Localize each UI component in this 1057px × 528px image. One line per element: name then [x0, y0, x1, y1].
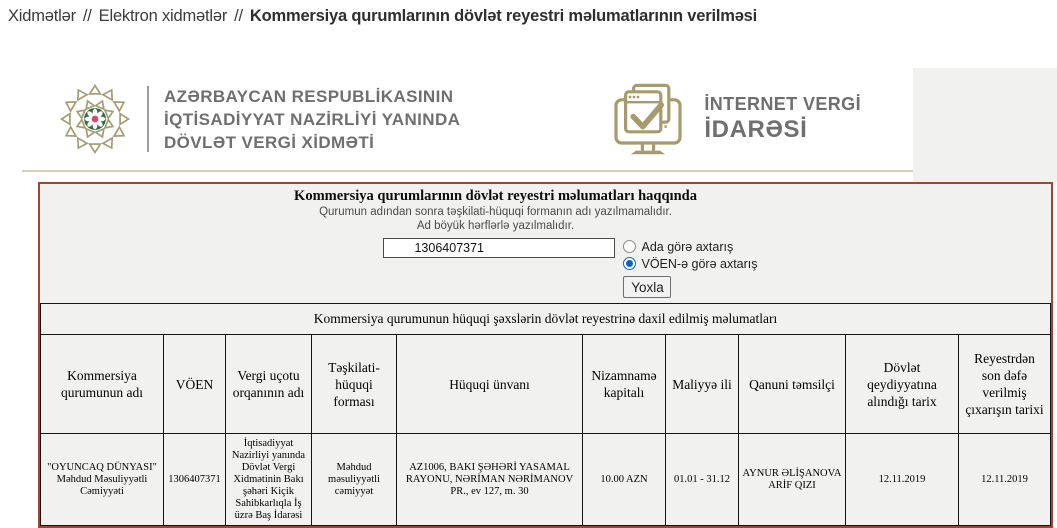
ministry-name	[164, 85, 460, 154]
search-mode-options	[623, 238, 757, 298]
header-background-filler	[913, 68, 1057, 182]
portal-logo	[608, 74, 861, 164]
ministry-name-line3: DÖVLƏT VERGİ XİDMƏTİ	[164, 132, 375, 152]
header	[22, 68, 1057, 182]
col-legal-representative: Qanuni təmsilçi	[739, 335, 846, 434]
cell-fiscal-year: 01.01 - 31.12	[666, 434, 739, 526]
col-voen: VÖEN	[164, 335, 226, 434]
breadcrumb-item-services[interactable]: Xidmətlər	[8, 7, 76, 25]
search-controls	[65, 238, 1057, 298]
cell-last-extract-date: 12.11.2019	[959, 434, 1051, 526]
portal-name-line2: İDARƏSİ	[704, 116, 808, 143]
search-form	[40, 184, 1051, 303]
header-logo-box	[22, 68, 913, 172]
ministry-name-line1: AZƏRBAYCAN RESPUBLİKASININ	[164, 86, 454, 106]
form-note-2: Ad böyük hərflərlə yazılmalıdır.	[416, 220, 575, 232]
radio-search-by-voen[interactable]	[623, 255, 757, 272]
form-title: Kommersiya qurumlarının dövlət reyestri məlumatları haqqında	[294, 188, 697, 204]
form-note-1: Qurumun adından sonra təşkilati-hüquqi formanın adı yazılmamalıdır.	[319, 206, 672, 218]
radio-circle-voen[interactable]	[623, 257, 636, 270]
registry-table	[40, 303, 1051, 526]
cell-legal-representative: AYNUR ƏLİŞANOVA ARİF QIZI	[739, 434, 846, 526]
check-button[interactable]: Yoxla	[623, 276, 671, 298]
breadcrumb	[0, 0, 1057, 68]
col-registration-date: Dövlət qeydiyyatına alındığı tarix	[846, 335, 959, 434]
cell-legal-address: AZ1006, BAKI ŞƏHƏRİ YASAMAL RAYONU, NƏRİMAN NƏRİMANOV PR., ev 127, m. 30	[397, 434, 583, 526]
breadcrumb-separator: //	[234, 7, 243, 25]
col-charter-capital: Nizamnamə kapitalı	[583, 335, 666, 434]
portal-name-line1: İNTERNET VERGİ	[704, 94, 861, 114]
radio-search-by-name[interactable]	[623, 238, 757, 255]
registry-search-panel	[38, 182, 1053, 528]
cell-voen: 1306407371	[164, 434, 226, 526]
col-legal-address: Hüquqi ünvanı	[397, 335, 583, 434]
breadcrumb-item-eservices[interactable]: Elektron xidmətlər	[98, 7, 228, 25]
cell-company-name: "OYUNCAQ DÜNYASI" Məhdud Məsuliyyətli Cəmiyyəti	[41, 434, 164, 526]
search-form-texts	[0, 188, 1001, 233]
radio-circle-name[interactable]	[623, 240, 636, 253]
radio-label-voen: VÖEN-ə görə axtarış	[641, 256, 758, 271]
cell-charter-capital: 10.00 AZN	[583, 434, 666, 526]
col-legal-form: Təşkilati-hüquqi forması	[312, 335, 397, 434]
ministry-name-line2: İQTİSADİYYAT NAZİRLİYİ YANINDA	[164, 109, 461, 129]
cell-registration-date: 12.11.2019	[846, 434, 959, 526]
breadcrumb-separator: //	[82, 7, 92, 25]
search-input[interactable]	[383, 238, 615, 258]
portal-name	[704, 94, 861, 144]
col-company-name: Kommersiya qurumunun adı	[41, 335, 164, 434]
logo-divider	[147, 86, 149, 152]
table-row	[41, 434, 1051, 526]
table-header-row	[41, 335, 1051, 434]
breadcrumb-item-current-page: Kommersiya qurumlarının dövlət reyestri məlumatlarının verilməsi	[249, 7, 758, 25]
cell-legal-form: Məhdud məsuliyyətli cəmiyyət	[312, 434, 397, 526]
radio-label-name: Ada görə axtarış	[641, 239, 734, 254]
col-tax-authority: Vergi uçotu orqanının adı	[226, 335, 312, 434]
col-fiscal-year: Maliyyə ili	[666, 335, 739, 434]
state-tax-service-emblem-icon	[57, 81, 133, 157]
col-last-extract-date: Reyestrdən son dəfə verilmiş çıxarışın tarixi	[959, 335, 1051, 434]
cell-tax-authority: İqtisadiyyat Nazirliyi yanında Dövlət Vergi Xidmətinin Bakı şəhəri Kiçik Sahibkarlıqla İş üzrə Baş İdarəsi	[226, 434, 312, 526]
internet-tax-office-monitor-icon	[608, 74, 688, 164]
registry-table-title: Kommersiya qurumunun hüquqi şəxslərin dövlət reyestrinə daxil edilmiş məlumatları	[41, 304, 1051, 335]
